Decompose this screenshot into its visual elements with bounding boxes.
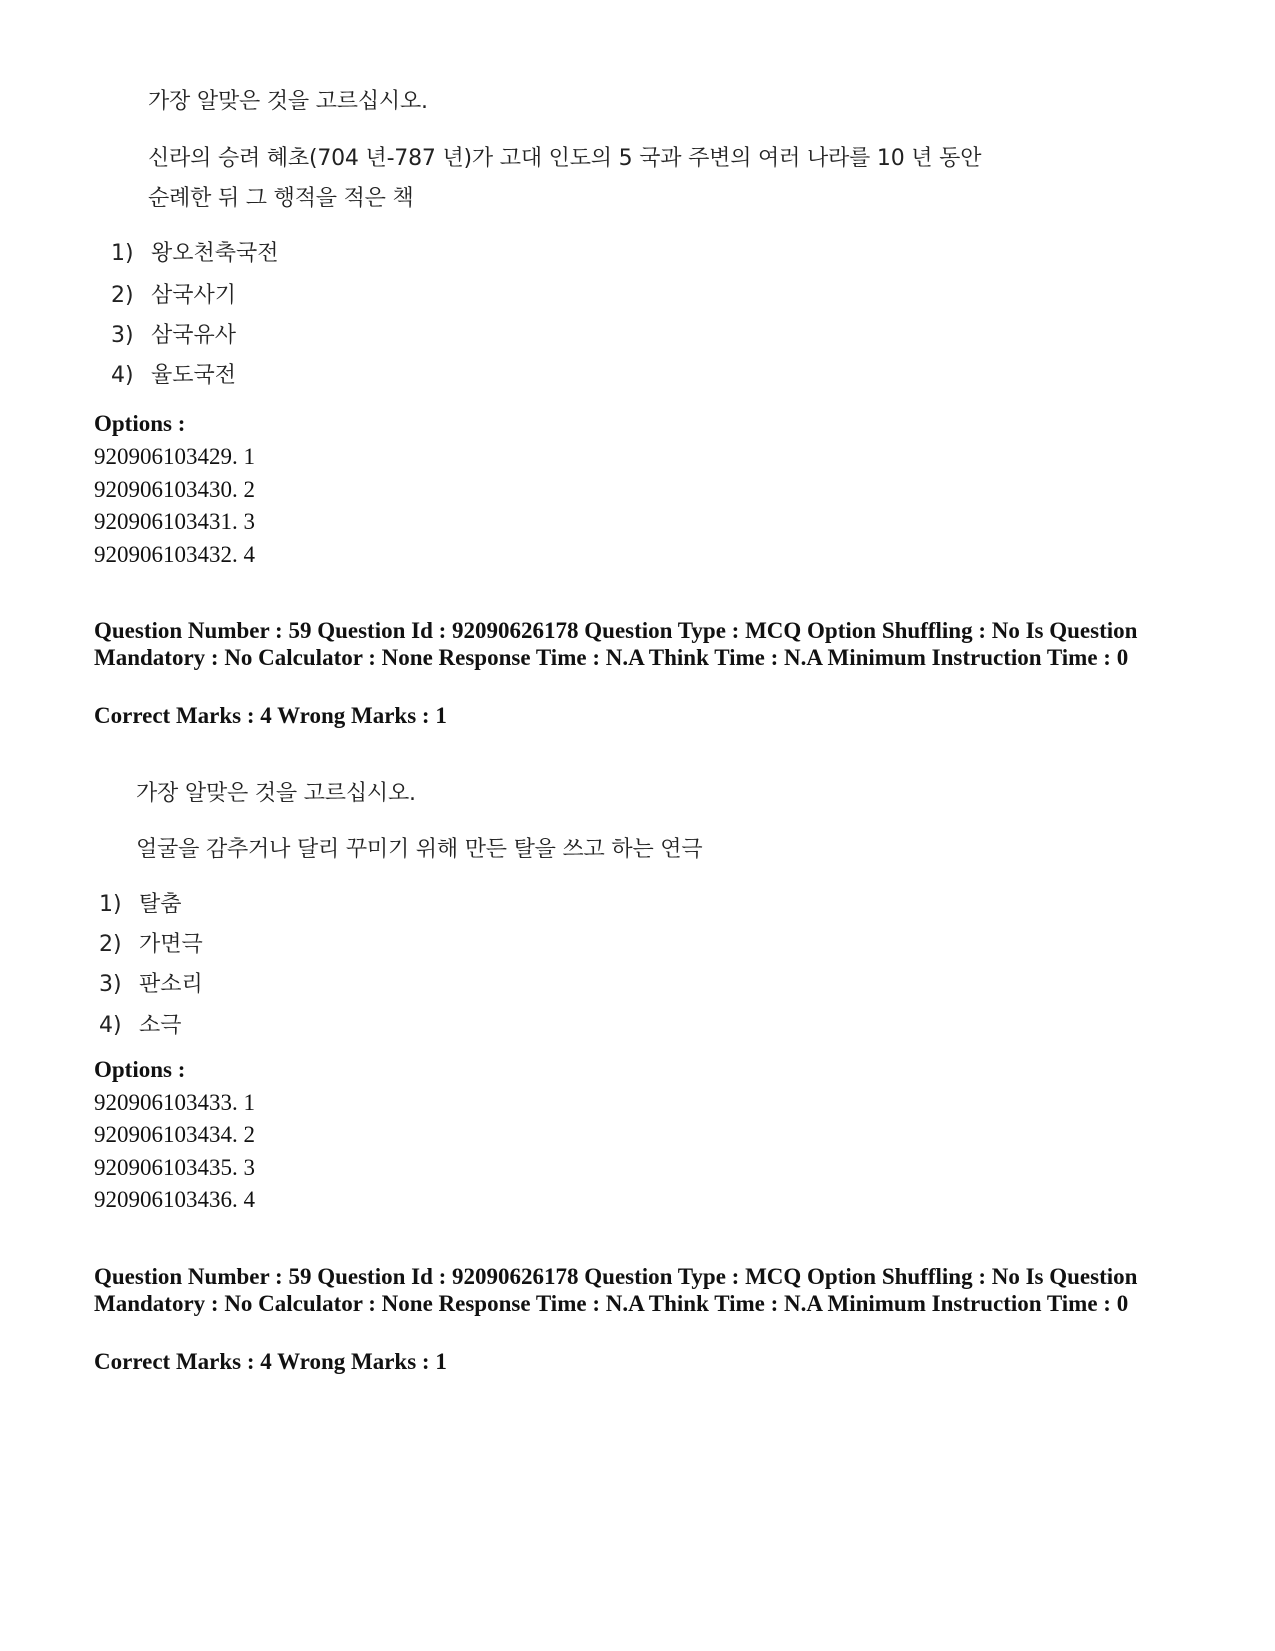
choice-text: 가면극	[139, 932, 203, 957]
question-marks: Correct Marks : 4 Wrong Marks : 1	[94, 703, 447, 728]
choice-item	[99, 1008, 182, 1039]
choice-number: 4)	[99, 1013, 122, 1038]
choice-text: 탈춤	[139, 892, 182, 917]
choice-item	[111, 358, 236, 389]
choice-text: 율도국전	[151, 363, 237, 388]
choice-text: 소극	[139, 1013, 182, 1038]
choice-item	[99, 967, 203, 998]
choice-number: 1)	[99, 892, 122, 917]
choice-text: 왕오천축국전	[151, 241, 279, 266]
choice-number: 2)	[111, 283, 134, 308]
choice-item	[111, 318, 236, 349]
question-stem-line-2: 순례한 뒤 그 행적을 적은 책	[148, 186, 414, 211]
choice-item	[111, 236, 279, 267]
question-marks: Correct Marks : 4 Wrong Marks : 1	[94, 1349, 447, 1374]
option-id: 920906103436. 4	[94, 1187, 255, 1212]
question-instruction: 가장 알맞은 것을 고르십시오.	[148, 89, 428, 114]
option-id: 920906103430. 2	[94, 477, 255, 502]
option-id: 920906103435. 3	[94, 1155, 255, 1180]
choice-text: 판소리	[139, 972, 203, 997]
options-label: Options :	[94, 1057, 186, 1082]
choice-item	[99, 887, 182, 918]
option-id: 920906103431. 3	[94, 509, 255, 534]
option-id: 920906103432. 4	[94, 542, 255, 567]
options-label: Options :	[94, 411, 186, 436]
choice-number: 1)	[111, 241, 134, 266]
question-instruction: 가장 알맞은 것을 고르십시오.	[136, 781, 416, 806]
choice-text: 삼국사기	[151, 283, 237, 308]
question-metadata: Question Number : 59 Question Id : 92090626178 Question Type : MCQ Option Shuffling : No Is Question Mandatory : No Calculator : None Response Time : N.A Think Time : N.A Minimum Instruction Time : 0	[94, 1264, 1138, 1316]
choice-number: 3)	[111, 323, 134, 348]
choice-number: 3)	[99, 972, 122, 997]
choice-item	[99, 927, 203, 958]
choice-item	[111, 278, 236, 309]
option-id: 920906103433. 1	[94, 1090, 255, 1115]
question-stem-line-1: 얼굴을 감추거나 달리 꾸미기 위해 만든 탈을 쓰고 하는 연극	[136, 837, 703, 862]
question-metadata: Question Number : 59 Question Id : 92090626178 Question Type : MCQ Option Shuffling : No Is Question Mandatory : No Calculator : None Response Time : N.A Think Time : N.A Minimum Instruction Time : 0	[94, 618, 1138, 670]
option-id: 920906103429. 1	[94, 444, 255, 469]
choice-number: 2)	[99, 932, 122, 957]
question-stem-line-1: 신라의 승려 혜초(704 년-787 년)가 고대 인도의 5 국과 주변의 여러 나라를 10 년 동안	[148, 146, 982, 171]
option-id: 920906103434. 2	[94, 1122, 255, 1147]
choice-text: 삼국유사	[151, 323, 237, 348]
choice-number: 4)	[111, 363, 134, 388]
